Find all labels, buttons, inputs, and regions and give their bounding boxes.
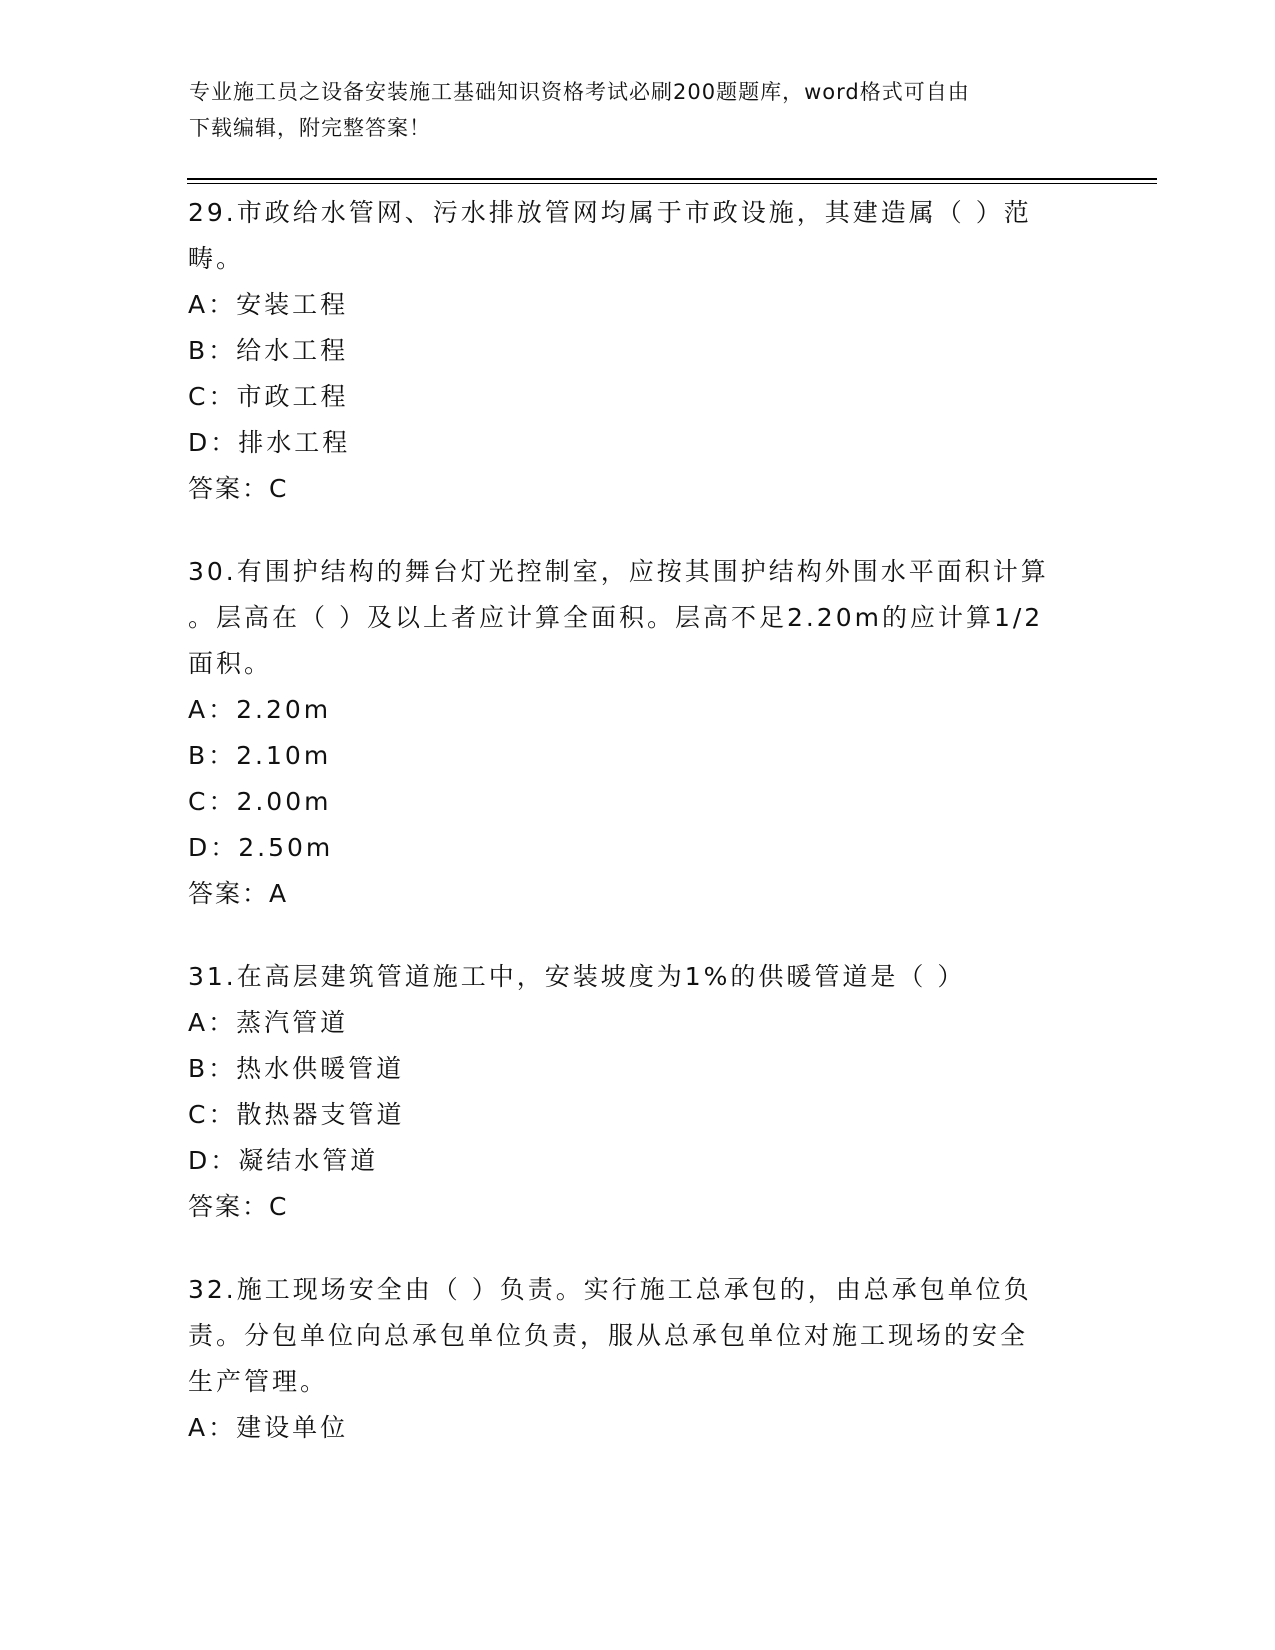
question-31	[188, 954, 1088, 1230]
option-a: A：建设单位	[188, 1413, 349, 1442]
question-line: 29.市政给水管网、污水排放管网均属于市政设施，其建造属（ ）范	[188, 198, 1032, 227]
answer-line	[188, 871, 1088, 917]
document-header	[189, 74, 1089, 146]
option-a: A：2.20m	[188, 695, 332, 724]
question-line: 。层高在（ ）及以上者应计算全面积。层高不足2.20m的应计算1/2	[188, 603, 1044, 632]
header-line-2: 下载编辑，附完整答案！	[189, 116, 431, 140]
question-text	[188, 1267, 1088, 1405]
question-text	[188, 549, 1088, 687]
question-line: 畴。	[188, 244, 245, 273]
question-list	[188, 190, 1088, 1488]
question-29	[188, 190, 1088, 512]
question-line: 责。分包单位向总承包单位负责，服从总承包单位对施工现场的安全	[188, 1321, 1029, 1350]
question-line: 32.施工现场安全由（ ）负责。实行施工总承包的，由总承包单位负	[188, 1275, 1032, 1304]
option-b: B：2.10m	[188, 741, 332, 770]
question-text	[188, 190, 1088, 282]
answer-line	[188, 466, 1088, 512]
question-line: 30.有围护结构的舞台灯光控制室，应按其围护结构外围水平面积计算	[188, 557, 1049, 586]
answer-label: 答案：	[188, 474, 270, 503]
answer-line	[188, 1184, 1088, 1230]
question-line: 31.在高层建筑管道施工中，安装坡度为1%的供暖管道是（ ）	[188, 962, 966, 991]
header-divider-thin	[187, 183, 1157, 184]
option-d: D：2.50m	[188, 833, 334, 862]
answer-value: A	[269, 879, 287, 908]
question-text	[188, 954, 1088, 1000]
header-divider	[187, 178, 1157, 180]
option-d: D：排水工程	[188, 428, 351, 457]
option-d: D：凝结水管道	[188, 1146, 379, 1175]
answer-label: 答案：	[188, 1192, 270, 1221]
option-c: C：散热器支管道	[188, 1100, 405, 1129]
question-line: 面积。	[188, 649, 273, 678]
option-c: C：2.00m	[188, 787, 332, 816]
option-a: A：蒸汽管道	[188, 1008, 349, 1037]
question-line: 生产管理。	[188, 1367, 329, 1396]
answer-value: C	[269, 1192, 287, 1221]
option-a: A：安装工程	[188, 290, 349, 319]
option-b: B：热水供暖管道	[188, 1054, 405, 1083]
question-32	[188, 1267, 1088, 1451]
option-c: C：市政工程	[188, 382, 349, 411]
question-30	[188, 549, 1088, 917]
header-line-1: 专业施工员之设备安装施工基础知识资格考试必刷200题题库，word格式可自由	[189, 80, 970, 104]
answer-label: 答案：	[188, 879, 270, 908]
option-b: B：给水工程	[188, 336, 349, 365]
answer-value: C	[269, 474, 287, 503]
